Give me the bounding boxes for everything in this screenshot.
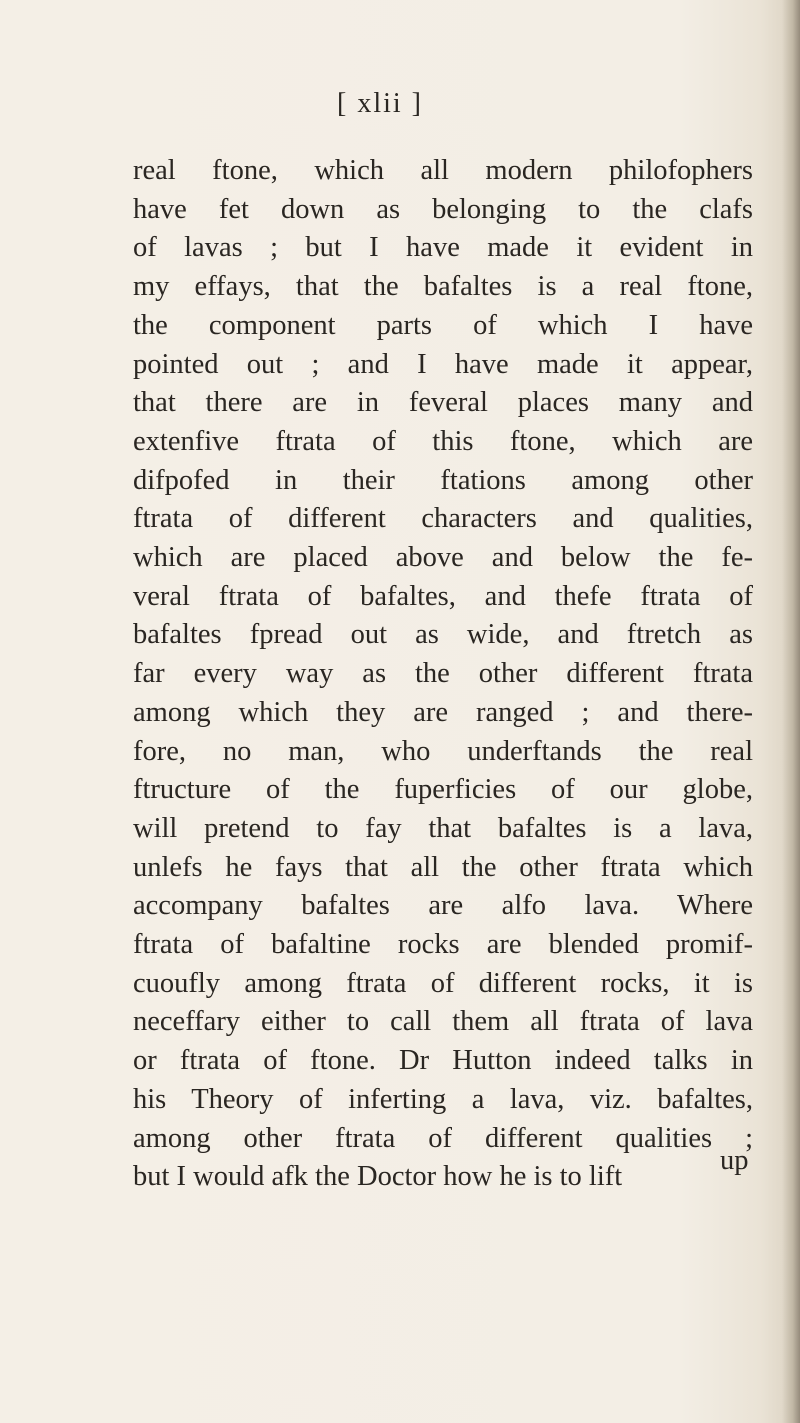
text-line: but I would afk the Doctor how he is to lift — [133, 1161, 623, 1193]
catchword: up — [720, 1145, 749, 1176]
text-line: bafaltes fpread out as wide, and ftretch as — [133, 619, 753, 651]
text-line: real ftone, which all modern philofophers — [133, 155, 753, 186]
text-line: cuoufly among ftrata of different rocks, it is — [133, 967, 753, 999]
text-line: my effays, that the bafaltes is a real ftone, — [133, 271, 753, 303]
text-line: of lavas ; but I have made it evident in — [133, 232, 753, 264]
text-line: extenfive ftrata of this ftone, which are — [133, 425, 753, 457]
text-line: accompany bafaltes are alfo lava. Where — [133, 890, 753, 922]
text-line: have fet down as belonging to the clafs — [133, 193, 753, 225]
text-line: which are placed above and below the fe- — [133, 542, 753, 574]
text-line: or ftrata of ftone. Dr Hutton indeed talks in — [133, 1045, 753, 1077]
text-line: veral ftrata of bafaltes, and thefe ftrata of — [133, 580, 753, 612]
text-line: far every way as the other different ftrata — [133, 658, 753, 690]
page-edge-shadow — [782, 0, 800, 1423]
text-line: fore, no man, who underftands the real — [133, 735, 753, 767]
text-line: ftrata of different characters and qualities, — [133, 503, 753, 535]
text-line: difpofed in their ftations among other — [133, 464, 753, 496]
text-line: the component parts of which I have — [133, 309, 753, 341]
text-line: ftrata of bafaltine rocks are blended promif- — [133, 929, 753, 961]
text-line: unlefs he fays that all the other ftrata which — [133, 851, 753, 883]
text-line: among which they are ranged ; and there- — [133, 696, 753, 728]
body-text — [133, 152, 753, 1197]
text-line: his Theory of inferting a lava, viz. bafaltes, — [133, 1083, 753, 1115]
text-line: pointed out ; and I have made it appear, — [133, 348, 753, 380]
page-number-header: [ xlii ] — [337, 88, 423, 119]
text-line: that there are in feveral places many and — [133, 387, 753, 419]
text-line: ftructure of the fuperficies of our globe, — [133, 774, 753, 806]
text-line: among other ftrata of different qualities ; — [133, 1122, 753, 1154]
text-line: neceffary either to call them all ftrata of lava — [133, 1006, 753, 1038]
text-line: will pretend to fay that bafaltes is a lava, — [133, 812, 753, 844]
